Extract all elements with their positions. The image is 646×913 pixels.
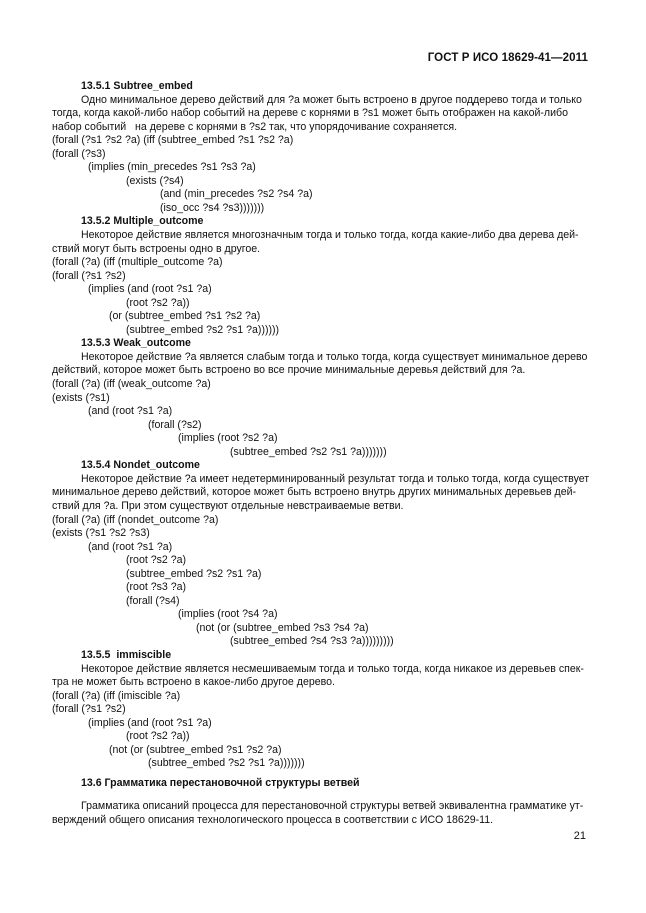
- formula-line: (forall (?a) (iff (imiscible ?a): [52, 689, 181, 702]
- formula-line: (exists (?s4): [126, 174, 184, 187]
- paragraph-line: минимальное дерево действий, которое может быть встроено внутрь других минимальных деревьев дей-: [52, 486, 577, 499]
- paragraph-first-line: Некоторое действие ?a является слабым тогда и только тогда, когда существует минимальное дерево: [81, 350, 588, 363]
- paragraph-first-line: Одно минимальное дерево действий для ?a может быть встроено в другое поддерево тогда и только: [81, 93, 582, 106]
- paragraph-first-line: Некоторое действие ?a имеет недетерминированный результат тогда и только тогда, когда существует: [81, 472, 590, 485]
- section-heading: 13.5.1 Subtree_embed: [81, 80, 193, 92]
- formula-line: (root ?s2 ?a)): [126, 730, 190, 743]
- formula-line: (forall (?s1 ?s2): [52, 269, 126, 282]
- formula-line: (implies (root ?s4 ?a): [178, 608, 278, 621]
- page-number: 21: [573, 830, 586, 842]
- formula-line: (forall (?a) (iff (weak_outcome ?a): [52, 378, 211, 391]
- formula-line: (implies (and (root ?s1 ?a): [88, 716, 212, 729]
- formula-line: (exists (?s1): [52, 391, 110, 404]
- paragraph-line: тогда, когда какой-либо набор событий на дереве с корнями в ?s1 может быть отображен на какой-либо: [52, 107, 568, 120]
- formula-line: (not (or (subtree_embed ?s3 ?s4 ?a): [196, 621, 369, 634]
- formula-line: (and (root ?s1 ?a): [88, 405, 173, 418]
- formula-line: (forall (?s3): [52, 147, 106, 160]
- section-heading: 13.6 Грамматика перестановочной структуры ветвей: [81, 776, 360, 789]
- spacer: [52, 790, 594, 800]
- paragraph-line: верждений общего описания технологического процесса в соответствии с ИСО 18629-11.: [52, 813, 494, 826]
- formula-line: (not (or (subtree_embed ?s1 ?s2 ?a): [109, 743, 282, 756]
- formula-line: (forall (?a) (iff (nondet_outcome ?a): [52, 513, 219, 526]
- paragraph-first-line: Грамматика описаний процесса для перестановочной структуры ветвей эквивалентна грамматике ут-: [81, 800, 584, 813]
- formula-line: (forall (?s1 ?s2 ?a) (iff (subtree_embed ?s1 ?s2 ?a): [52, 134, 294, 147]
- paragraph-first-line: Некоторое действие является многозначным тогда и только тогда, когда какие-либо два дерева дей-: [81, 229, 579, 242]
- section-heading: 13.5.4 Nondet_outcome: [81, 459, 200, 472]
- paragraph-line: тра не может быть встроено в какое-либо другое дерево.: [52, 676, 335, 689]
- formula-line: (implies (min_precedes ?s1 ?s3 ?a): [88, 161, 256, 174]
- formula-line: (root ?s3 ?a): [126, 581, 187, 594]
- section-heading: 13.5.2 Multiple_outcome: [81, 215, 204, 228]
- formula-line: (forall (?s4): [126, 594, 180, 607]
- formula-line: (exists (?s1 ?s2 ?s3): [52, 527, 150, 540]
- formula-line: (or (subtree_embed ?s1 ?s2 ?a): [109, 310, 261, 323]
- formula-line: (iso_occ ?s4 ?s3))))))): [160, 201, 265, 214]
- paragraph-line: набор событий на дереве с корнями в ?s2 так, что упорядочивание сохраняется.: [52, 120, 458, 133]
- formula-line: (subtree_embed ?s2 ?s1 ?a))))))): [230, 445, 387, 458]
- formula-line: (forall (?s2): [148, 418, 202, 431]
- document-body: [52, 80, 594, 828]
- document-header: ГОСТ Р ИСО 18629-41—2011: [427, 52, 588, 64]
- formula-line: (subtree_embed ?s4 ?s3 ?a))))))))): [230, 635, 394, 648]
- paragraph-line: ствий для ?a. При этом существуют отдельные невстраиваемые ветви.: [52, 499, 404, 512]
- formula-line: (and (min_precedes ?s2 ?s4 ?a): [160, 188, 313, 201]
- formula-line: (implies (root ?s2 ?a): [178, 432, 278, 445]
- formula-line: (implies (and (root ?s1 ?a): [88, 283, 212, 296]
- formula-line: (forall (?s1 ?s2): [52, 703, 126, 716]
- paragraph-line: ствий могут быть встроены одно в другое.: [52, 242, 261, 255]
- paragraph-first-line: Некоторое действие является несмешиваемым тогда и только тогда, когда никакое из деревьев спек-: [81, 662, 584, 675]
- paragraph-line: действий, которое может быть встроено во все прочие минимальные деревья действий для ?a.: [52, 364, 526, 377]
- formula-line: (subtree_embed ?s2 ?s1 ?a))))))): [148, 757, 305, 770]
- formula-line: (and (root ?s1 ?a): [88, 540, 173, 553]
- section-heading: 13.5.3 Weak_outcome: [81, 337, 191, 350]
- formula-line: (root ?s2 ?a)): [126, 296, 190, 309]
- formula-line: (subtree_embed ?s2 ?s1 ?a)))))): [126, 323, 280, 336]
- section-heading: 13.5.5 immiscible: [81, 648, 172, 661]
- formula-line: (forall (?a) (iff (multiple_outcome ?a): [52, 256, 223, 269]
- formula-line: (subtree_embed ?s2 ?s1 ?a): [126, 567, 262, 580]
- formula-line: (root ?s2 ?a): [126, 554, 187, 567]
